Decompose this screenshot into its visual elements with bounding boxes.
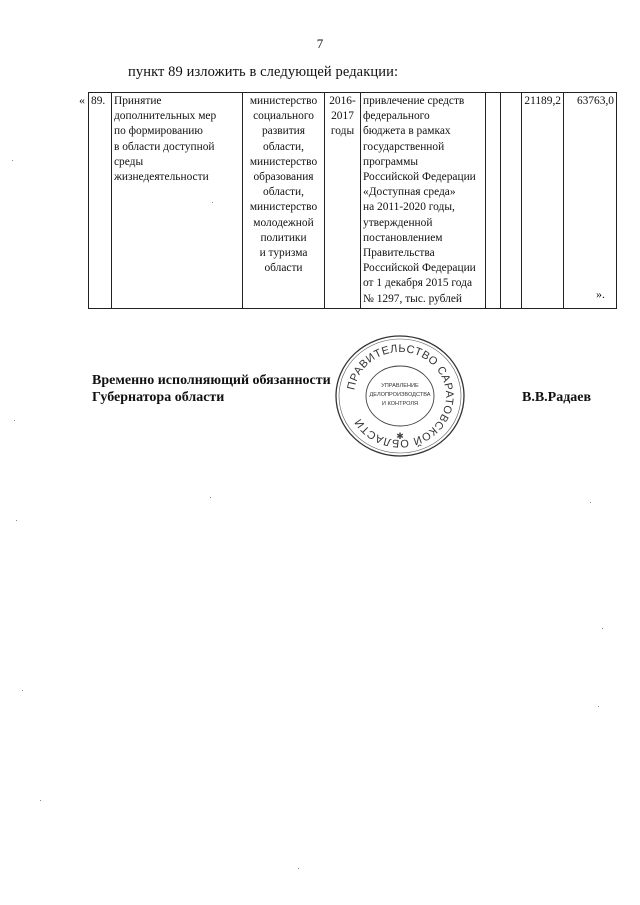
cell-text-line: Правительства (363, 247, 435, 260)
scan-speck (590, 502, 591, 503)
funding-source-cell (361, 93, 486, 309)
scan-speck (298, 868, 299, 869)
signatory-name: В.В.Радаев (522, 390, 592, 405)
scan-speck (16, 520, 17, 521)
scan-speck (598, 706, 599, 707)
cell-text-line: политики (260, 231, 307, 244)
cell-text-line: развития (261, 125, 306, 138)
cell-text-line: 2016- (329, 95, 356, 107)
cell-text-line: годы (330, 125, 355, 138)
svg-text:ДЕЛОПРОИЗВОДСТВА: ДЕЛОПРОИЗВОДСТВА (369, 392, 431, 398)
cell-text-line: области, (263, 186, 304, 199)
svg-text:УПРАВЛЕНИЕ: УПРАВЛЕНИЕ (381, 383, 419, 389)
cell-text-line: программы (363, 155, 418, 168)
value-2017-cell: 63763,0 (564, 93, 617, 309)
cell-text-line: в области доступной (114, 140, 215, 153)
cell-text-line: федерального (363, 110, 430, 123)
svg-text:И КОНТРОЛЯ: И КОНТРОЛЯ (381, 401, 419, 407)
cell-text-line: и туризма (259, 247, 308, 260)
empty-cell (486, 93, 501, 309)
cell-text-line: среды (114, 155, 144, 168)
cell-text-line: «Доступная среда» (363, 186, 456, 199)
scan-speck (602, 628, 603, 629)
cell-text-line: № 1297, тыс. рублей (363, 292, 463, 305)
executors-cell (243, 93, 325, 309)
cell-text-line: постановлением (363, 231, 443, 244)
official-seal-stamp (334, 334, 466, 458)
scan-speck (40, 800, 41, 801)
signatory-title-line-2: Губернатора области (92, 390, 225, 405)
cell-text-line: Российской Федерации (363, 262, 476, 275)
cell-text-line: на 2011-2020 годы, (363, 201, 455, 214)
cell-text-line: утвержденной (363, 216, 433, 229)
seal-star-icon: ✱ (396, 431, 404, 441)
svg-text:ПРАВИТЕЛЬСТВО САРАТОВСКОЙ ОБЛА: ПРАВИТЕЛЬСТВО САРАТОВСКОЙ ОБЛАСТИ (345, 342, 456, 450)
cell-text-line: государственной (363, 140, 445, 153)
cell-text-line: бюджета в рамках (363, 125, 451, 138)
scan-speck (12, 160, 13, 161)
opening-quote: « (79, 93, 85, 107)
closing-quote: ». (596, 287, 605, 301)
cell-text-line: министерство (249, 201, 318, 214)
cell-text-line: Российской Федерации (363, 171, 476, 184)
cell-text-line: образования (253, 171, 314, 184)
amendment-table (88, 92, 617, 309)
years-cell (325, 93, 361, 309)
table-row (89, 93, 617, 309)
cell-text-line: дополнительных мер (114, 110, 217, 123)
cell-text-line: привлечение средств (363, 95, 465, 107)
cell-text-line: министерство (249, 95, 318, 107)
value-2016-cell: 21189,2 (522, 93, 564, 309)
scan-speck (14, 420, 15, 421)
cell-text-line: министерство (249, 155, 318, 168)
cell-text-line: по формированию (114, 125, 203, 138)
cell-text-line: области (264, 262, 303, 275)
cell-text-line: области, (263, 140, 304, 153)
signatory-title-line-1: Временно исполняющий обязанности (92, 373, 331, 388)
row-number-cell: 89. (89, 93, 112, 309)
cell-text-line: социального (253, 110, 314, 123)
cell-text-line: Принятие (114, 95, 162, 107)
cell-text-line: 2017 (331, 110, 354, 123)
amendment-intro: пункт 89 изложить в следующей редакции: (128, 64, 399, 80)
cell-text-line: молодежной (253, 216, 314, 229)
scan-speck (212, 202, 213, 203)
signatory-title (92, 372, 331, 406)
cell-text-line: жизнедеятельности (114, 171, 209, 184)
cell-text-line: от 1 декабря 2015 года (363, 277, 472, 290)
empty-cell (501, 93, 522, 309)
measure-name-cell (112, 93, 243, 309)
scan-speck (22, 690, 23, 691)
page-number: 7 (316, 36, 324, 51)
scan-speck (210, 497, 211, 498)
